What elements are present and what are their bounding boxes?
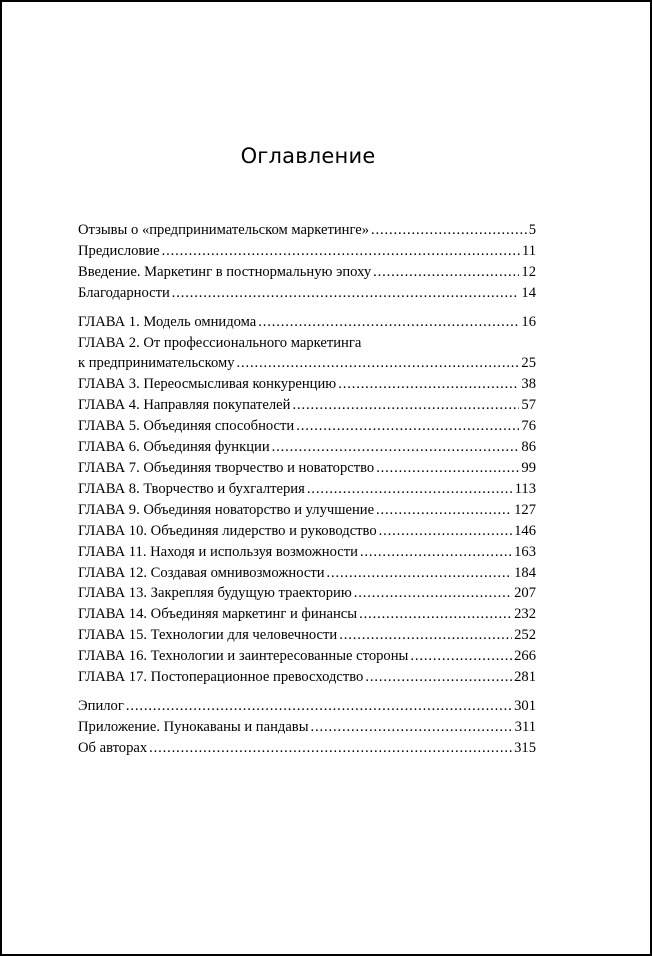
toc-entry-chapter-15[interactable] [78,625,536,646]
toc-dot-leader [311,717,513,738]
toc-entry-page: 16 [521,313,536,330]
toc-entry-label: ГЛАВА 16. Технологии и заинтересованные стороны [78,648,409,665]
toc-entry-chapter-2-line2 [78,353,536,374]
toc-entry-page: 86 [521,439,536,456]
toc-dot-leader [373,262,519,283]
toc-entry-label: Предисловие [78,242,160,259]
toc-dot-leader [292,395,519,416]
toc-entry-chapter-2[interactable] [78,333,536,375]
toc-entry-chapter-11[interactable] [78,542,536,563]
toc-entry-label: Благодарности [78,284,170,301]
toc-dot-leader [126,696,512,717]
toc-entry-chapter-4[interactable] [78,395,536,416]
toc-entry-label: ГЛАВА 5. Объединяя способности [78,418,295,435]
toc-dot-leader [149,738,512,759]
toc-dot-leader [354,583,512,604]
toc-entry-chapter-1[interactable] [78,312,536,333]
toc-entry-chapter-17[interactable] [78,667,536,688]
toc-dot-leader [339,625,512,646]
toc-dot-leader [379,521,512,542]
toc-dot-leader [410,646,512,667]
toc-entry-page: 99 [521,459,536,476]
toc-entry-page: 76 [521,418,536,435]
toc-entry-label: ГЛАВА 1. Модель омнидома [78,313,257,330]
toc-entry-chapter-3[interactable] [78,374,536,395]
toc-entry-page: 25 [521,355,536,372]
toc-entry-label: ГЛАВА 17. Постоперационное превосходство [78,669,364,686]
toc-entry-page: 12 [521,263,536,280]
toc-dot-leader [376,458,519,479]
toc-entry-label: ГЛАВА 15. Технологии для человечности [78,627,338,644]
toc-entry-label: ГЛАВА 14. Объединяя маркетинг и финансы [78,606,358,623]
toc-entry-label: ГЛАВА 10. Объединяя лидерство и руководство [78,522,377,539]
toc-entry-reviews[interactable] [78,220,536,241]
toc-entry-page: 38 [521,376,536,393]
toc-entry-page: 184 [514,564,536,581]
toc-entry-page: 315 [514,739,536,756]
toc-entry-acknowledgements[interactable] [78,283,536,304]
toc-entry-page: 232 [514,606,536,623]
toc-back-matter [78,696,536,759]
toc-entry-page: 281 [514,669,536,686]
page-title: Оглавление [240,144,376,168]
toc-entry-chapter-6[interactable] [78,437,536,458]
toc-entry-chapter-10[interactable] [78,521,536,542]
toc-entry-appendix[interactable] [78,717,536,738]
toc-entry-label: ГЛАВА 6. Объединяя функции [78,439,270,456]
toc-entry-label: к предпринимательскому [78,355,235,372]
toc-entry-label: Об авторах [78,739,148,756]
toc-chapters [78,312,536,688]
toc-entry-about-authors[interactable] [78,738,536,759]
toc-entry-page: 5 [528,222,536,238]
toc-entry-label: ГЛАВА 7. Объединяя творчество и новаторство [78,459,375,476]
toc-entry-label-line1: ГЛАВА 2. От профессионального маркетинга [78,334,362,351]
toc-entry-page: 57 [521,397,536,414]
toc-entry-label: Введение. Маркетинг в постнормальную эпоху [78,263,372,280]
toc-front-matter [78,220,536,304]
toc-entry-label: Эпилог [78,697,124,714]
toc-entry-label: ГЛАВА 9. Объединяя новаторство и улучшение [78,501,375,518]
toc-dot-leader [162,241,520,262]
toc-entry-chapter-8[interactable] [78,479,536,500]
toc-entry-label: ГЛАВА 8. Творчество и бухгалтерия [78,480,305,497]
toc-entry-chapter-14[interactable] [78,604,536,625]
toc-entry-chapter-5[interactable] [78,416,536,437]
toc-entry-page: 252 [514,627,536,644]
toc-entry-page: 11 [521,242,536,259]
toc-entry-label: ГЛАВА 11. Находя и используя возможности [78,543,358,560]
toc-entry-page: 14 [521,284,536,301]
toc-entry-foreword[interactable] [78,241,536,262]
toc-dot-leader [172,283,520,304]
toc-entry-chapter-9[interactable] [78,500,536,521]
toc-entry-page: 146 [514,522,536,539]
toc-entry-label: ГЛАВА 4. Направляя покупателей [78,397,291,414]
toc-entry-page: 266 [514,648,536,665]
toc-dot-leader [376,500,512,521]
toc-dot-leader [338,374,519,395]
toc-dot-leader [237,353,520,374]
toc-dot-leader [327,563,513,584]
toc-entry-chapter-7[interactable] [78,458,536,479]
toc-entry-label: ГЛАВА 13. Закрепляя будущую траекторию [78,585,352,602]
toc-dot-leader [371,220,527,241]
toc-entry-page: 113 [514,480,536,497]
toc-dot-leader [296,416,519,437]
toc-dot-leader [272,437,520,458]
toc-dot-leader [365,667,512,688]
toc-entry-page: 207 [514,585,536,602]
toc-dot-leader [258,312,519,333]
toc-entry-label: ГЛАВА 3. Переосмысливая конкуренцию [78,376,337,393]
table-of-contents [78,220,536,759]
toc-entry-epilogue[interactable] [78,696,536,717]
toc-entry-chapter-13[interactable] [78,583,536,604]
toc-entry-page: 163 [514,543,536,560]
toc-entry-label: Приложение. Пунокаваны и пандавы [78,718,309,735]
toc-entry-label: Отзывы о «предпринимательском маркетинге» [78,222,370,238]
toc-entry-page: 301 [514,697,536,714]
toc-dot-leader [359,604,512,625]
toc-entry-page: 311 [514,718,536,735]
toc-dot-leader [307,479,513,500]
toc-dot-leader [360,542,512,563]
toc-entry-chapter-12[interactable] [78,563,536,584]
toc-entry-introduction[interactable] [78,262,536,283]
toc-entry-chapter-16[interactable] [78,646,536,667]
toc-entry-page: 127 [514,501,536,518]
toc-entry-label: ГЛАВА 12. Создавая омнивозможности [78,564,325,581]
